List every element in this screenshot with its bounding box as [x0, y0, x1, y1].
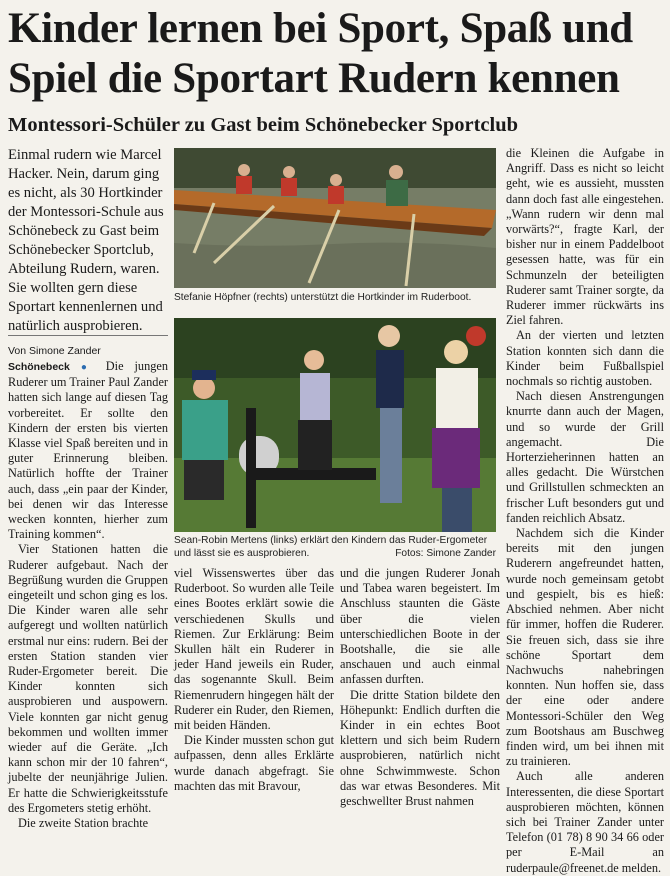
dateline-dot-icon: ● [80, 362, 95, 373]
column-3 [340, 566, 500, 809]
col1-paragraph-1 [8, 359, 168, 542]
photo-ergometer [174, 318, 496, 532]
col2-paragraph-2: Die Kinder mussten schon gut aufpassen, denn alles Erklärte wurde danach abgefragt. Sie machten das mit Bravour, [174, 733, 334, 793]
column-2 [174, 566, 334, 794]
column-1 [8, 344, 168, 831]
byline: Von Simone Zander [8, 345, 101, 357]
col1-paragraph-2: Vier Stationen hatten die Ruderer aufgebaut. Nach der Begrüßung wurden die Gruppen eingeteilt und schon ging es los. Die Kinder waren alle sehr aufgeregt und wollten natürlich erstmal nur eins: rudern. Bei der ersten Station standen vier Ruder-Ergometer bereit. Die Kinder konnten sich ausprobieren und auspowern. Viele konnten gar nicht genug bekommen und wollten immer wieder auf die Geräte. „Ich kann schon mir der 10 fahren“, jubelte der neunjährige Julien. Er hatte die Schwierigkeitsstufe des Ergometers stetig erhöht. [8, 542, 168, 815]
col4-paragraph-5: Auch alle anderen Interessenten, die diese Sportart ausprobieren möchten, können sich bei Trainer Zander unter Telefon (01 78) 8 90 34 66 oder per E-Mail an ruderpaule@freenet.de melden. [506, 769, 664, 875]
col4-paragraph-2: An der vierten und letzten Station konnten sich dann die Kinder beim Fußballspiel nochmals so richtig austoben. [506, 328, 664, 389]
col1-paragraph-1-text: Die jungen Ruderer um Trainer Paul Zander hatten sich lange auf diesen Tag vorbereitet. Er sollte den Kindern der ersten bis vierten Klasse viel Spaß bereiten und in guter Erinnerung bleiben. Natürlich hoffte der Trainer auch, dass „ein paar der Kinder, bei denen wir das Interesse wecken konnten, hierher zum Training kommen“. [8, 359, 168, 542]
photo-credit: Fotos: Simone Zander [395, 548, 496, 559]
col4-paragraph-3: Nach diesen Anstrengungen knurrte dann auch der Magen, und so wurde der Grill angemacht. Die Horterzieherinnen hatten an alles gedacht. Die Würstchen und Grillstullen schmeckten an frischer Luft besonders gut und fanden reichlich Absatz. [506, 389, 664, 525]
col3-paragraph-1: und die jungen Ruderer Jonah und Tabea waren begeistert. Im Anschluss staunten die Gäste über die vielen unterschiedlichen Boote in der Bootshalle, die sie alle anschauen und auch einmal anfassen durften. [340, 566, 500, 687]
rowing-boat-image [174, 148, 496, 288]
col4-paragraph-4: Nachdem sich die Kinder bereits mit den jungen Ruderern angefreundet hatten, wurde noch gemeinsam getobt und gespielt, bis es hieß: Abschied nehmen. Aber nicht für immer, hoffen die Ruderer. Sie freuen sich, dass sie ihre schöne Sportart dem Nachwuchs nahebringen konnten. Nun hoffen sie, dass der eine oder andere Montessori-Schüler den Weg zum Bootshaus am Buschweg finden wird, um bei ihnen mit zu trainieren. [506, 526, 664, 769]
col3-paragraph-2: Die dritte Station bildete den Höhepunkt: Endlich durften die Kinder in ein echtes Boot klettern und sich beim Rudern ausprobieren, natürlich nicht ohne Schwimmweste. Schon das war etwas Besonderes. Mit geschwellter Brust nahmen [340, 687, 500, 809]
lead-divider [8, 335, 168, 336]
col1-paragraph-3: Die zweite Station brachte [18, 816, 149, 831]
dateline: Schönebeck [8, 361, 70, 373]
subheadline: Montessori-Schüler zu Gast beim Schönebecker Sportclub [8, 114, 519, 136]
photo1-caption: Stefanie Höpfner (rechts) unterstützt die Hortkinder im Ruderboot. [174, 292, 472, 303]
col4-paragraph-1: die Kleinen die Aufgabe in Angriff. Dass es nicht so leicht geht, wie es aussieht, mussten dann doch fast alle eingestehen. „Wann rudern wir denn mal vorwärts?“, fragte Karl, der bisher nur in einem Paddelboot gesessen hatte, was für ein Schmunzeln der beteiligten Ruderer samt Trainer sorgte, da Ruderer immer rückwärts ins Ziel fahren. [506, 146, 664, 328]
headline: Kinder lernen bei Sport, Spaß und Spiel die Sportart Rudern kennen [8, 5, 633, 102]
col2-paragraph-1: viel Wissenswertes über das Ruderboot. So wurden alle Teile eines Bootes erklärt sowie die verschiedenen Skulls und Riemen. Zur Erklärung: Beim Skullen hält ein Ruderer in jeder Hand jeweils ein Ruder, das sogenannte Skull. Beim Riemenrudern hingegen hält der Ruderer ein Ruder, den Riemen, mit beiden Händen. [174, 566, 334, 733]
column-4 [506, 146, 664, 876]
lead-paragraph: Einmal rudern wie Marcel Hacker. Nein, darum ging es nicht, als 30 Hortkinder der Montessori-Schule aus Schönebeck zu Gast beim Schönebecker Sportclub, Abteilung Rudern, waren. Sie wollten gern diese Sportart kennenlernen und natürlich ausprobieren. [8, 147, 164, 334]
photo2-caption: Sean-Robin Mertens (links) erklärt den Kindern das Ruder-Ergometer und lässt sie es ausprobieren. [174, 535, 488, 559]
ergometer-image [174, 318, 496, 532]
photo-rowing-boat [174, 148, 496, 288]
